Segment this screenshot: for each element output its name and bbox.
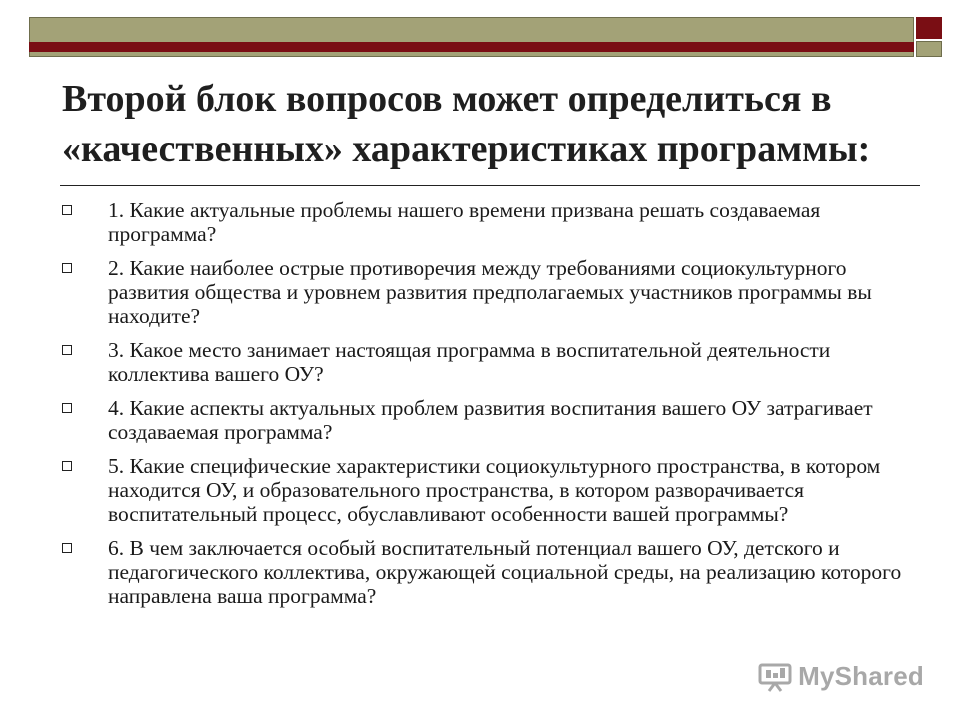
list-item	[62, 454, 932, 526]
square-bullet-icon	[62, 543, 72, 553]
list-item	[62, 256, 932, 328]
slide-title-rest: вопросов может определиться в «качественных» характеристиках программы:	[62, 78, 871, 170]
corner-block-bottom	[916, 41, 942, 57]
question-list	[62, 198, 932, 618]
list-item	[62, 338, 932, 386]
list-item-text: 3. Какое место занимает настоящая программа в воспитательной деятельности коллектива вашего ОУ?	[108, 338, 831, 386]
list-item-text: 6. В чем заключается особый воспитательный потенциал вашего ОУ, детского и педагогического коллектива, окружающей социальной среды, на реализацию которого направлена ваша программа?	[108, 536, 902, 608]
square-bullet-icon	[62, 205, 72, 215]
title-divider	[60, 185, 920, 186]
square-bullet-icon	[62, 263, 72, 273]
square-bullet-icon	[62, 345, 72, 355]
slide-title	[62, 74, 922, 174]
corner-block-top	[916, 17, 942, 39]
list-item	[62, 536, 932, 608]
square-bullet-icon	[62, 461, 72, 471]
square-bullet-icon	[62, 403, 72, 413]
list-item	[62, 198, 932, 246]
myshared-watermark[interactable]	[758, 661, 924, 692]
list-item-text: 2. Какие наиболее острые противоречия между требованиями социокультурного развития общества и уровнем развития предполагаемых участников программы вы находите?	[108, 256, 872, 328]
list-item-text: 1. Какие актуальные проблемы нашего времени призвана решать создаваемая программа?	[108, 198, 821, 246]
presentation-board-icon	[758, 662, 792, 692]
list-item	[62, 396, 932, 444]
list-item-text: 5. Какие специфические характеристики социокультурного пространства, в котором находится ОУ, и образовательного пространства, в котором разворачивается воспитательный процесс, обуславливают особенности вашей программы?	[108, 454, 881, 526]
slide-title-bold: Второй блок	[62, 78, 277, 120]
watermark-text: MyShared	[798, 661, 924, 691]
list-item-text: 4. Какие аспекты актуальных проблем развития воспитания вашего ОУ затрагивает создаваемая программа?	[108, 396, 873, 444]
header-stripe	[29, 42, 914, 52]
